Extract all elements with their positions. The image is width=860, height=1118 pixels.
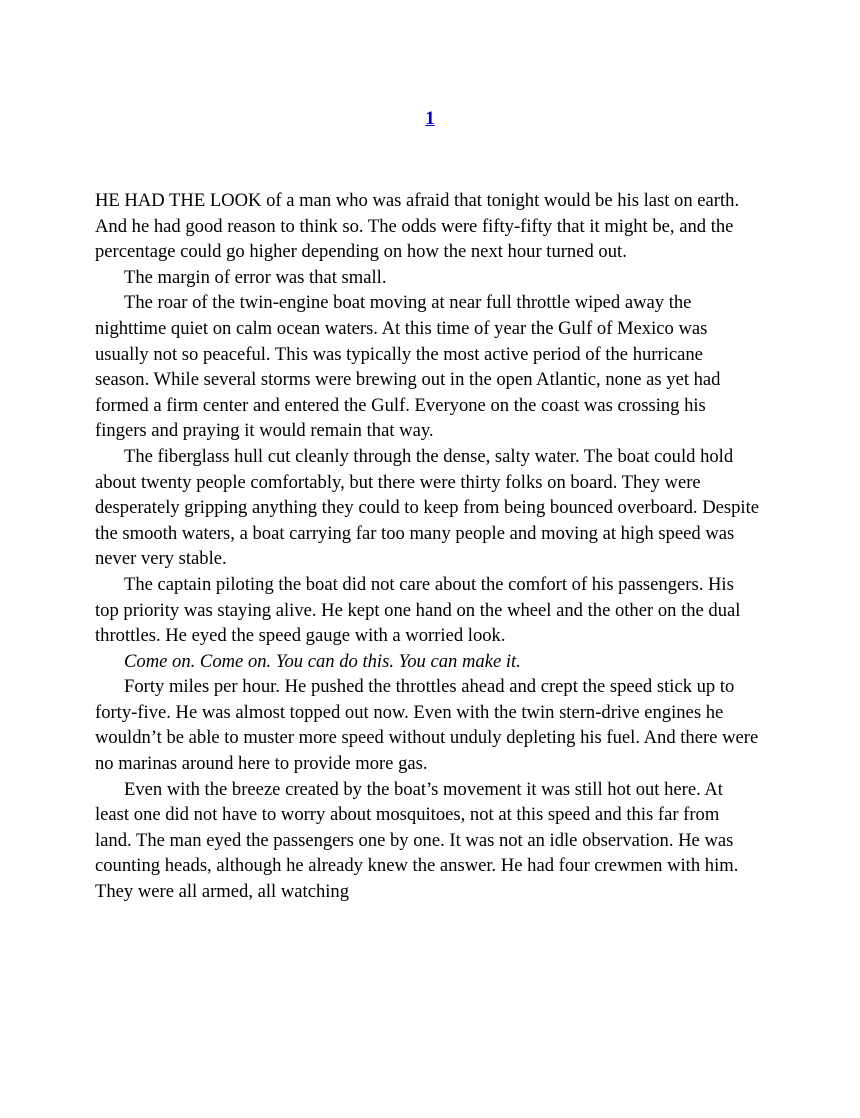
paragraph: Even with the breeze created by the boat’s movement it was still hot out here. At least one did not have to worry about mosquitoes, not at this speed and this far from land. The man eyed the passengers one by one. It was not an idle observation. He was counting heads, although he already knew the answer. He had four crewmen with him. They were all armed, all watching — [95, 778, 739, 903]
paragraph-italic: Come on. Come on. You can do this. You can make it. — [124, 650, 521, 672]
paragraph: Forty miles per hour. He pushed the throttles ahead and crept the speed stick up to forty-five. He was almost topped out now. Even with the twin stern-drive engines he wouldn’t be able to muster more speed without unduly depleting his fuel. And there were no marinas around here to provide more gas. — [95, 676, 759, 775]
paragraph: HE HAD THE LOOK of a man who was afraid that tonight would be his last on earth. And he had good reason to think so. The odds were fifty-fifty that it might be, and the percentage could go higher depending on how the next hour turned out. — [95, 190, 740, 263]
chapter-number: 1 — [425, 108, 435, 129]
paragraph: The captain piloting the boat did not care about the comfort of his passengers. His top priority was staying alive. He kept one hand on the wheel and the other on the dual throttles. He eyed the speed gauge with a worried look. — [95, 573, 741, 647]
paragraph: The fiberglass hull cut cleanly through the dense, salty water. The boat could hold about twenty people comfortably, but there were thirty folks on board. They were desperately gripping anything they could to keep from being bounced overboard. Despite the smooth waters, a boat carrying far too many people and moving at high speed was never very stable. — [95, 445, 760, 570]
paragraph: The margin of error was that small. — [124, 266, 387, 288]
body-text — [95, 188, 760, 905]
paragraph: The roar of the twin-engine boat moving at near full throttle wiped away the nighttime quiet on calm ocean waters. At this time of year the Gulf of Mexico was usually not so peaceful. This was typically the most active period of the hurricane season. While several storms were brewing out in the open Atlantic, none as yet had formed a firm center and entered the Gulf. Everyone on the coast was crossing his fingers and praying it would remain that way. — [95, 292, 721, 442]
